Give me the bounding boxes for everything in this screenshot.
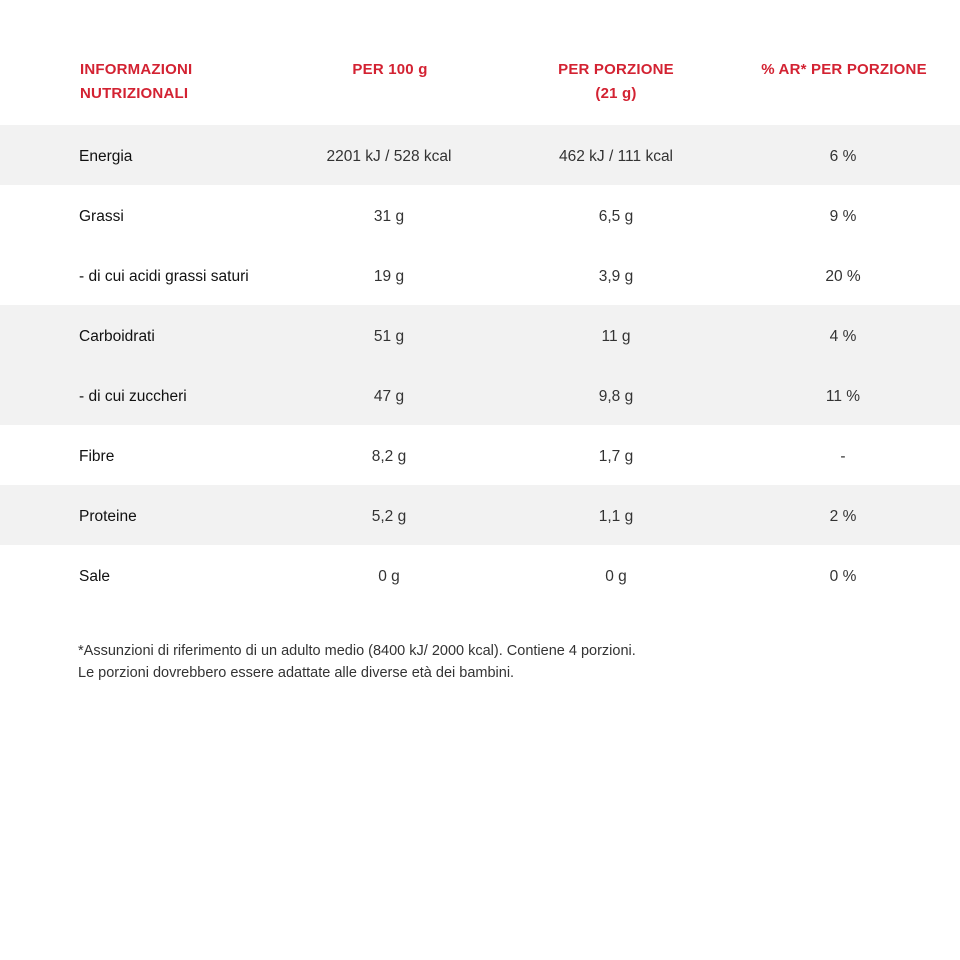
value-ar: 0 % [829,568,857,585]
value-per-100g: 8,2 g [371,448,407,465]
footnote [78,640,898,684]
nutrition-table [0,125,960,605]
value-per-portion: 0 g [605,568,627,585]
row-label: - di cui acidi grassi saturi [79,268,249,285]
value-per-portion: 9,8 g [598,388,634,405]
value-per-portion: 1,7 g [598,448,634,465]
value-ar: 6 % [829,148,857,165]
table-row [0,125,960,185]
value-per-portion: 462 kJ / 111 kcal [558,148,674,165]
value-per-portion: 1,1 g [598,508,634,525]
value-ar: 4 % [829,328,857,345]
footnote-line: *Assunzioni di riferimento di un adulto medio (8400 kJ/ 2000 kcal). Contiene 4 porzioni. [78,643,636,659]
value-ar: 20 % [825,268,861,285]
value-per-portion: 3,9 g [598,268,634,285]
table-header [0,58,960,124]
value-ar: 2 % [829,508,857,525]
table-row [0,425,960,485]
header-per-100g: PER 100 g [352,61,428,78]
row-label: - di cui zuccheri [79,388,187,405]
table-row [0,545,960,605]
value-per-100g: 5,2 g [371,508,407,525]
row-label: Sale [79,568,111,585]
footnote-line: Le porzioni dovrebbero essere adattate alle diverse età dei bambini. [78,665,515,681]
table-row [0,245,960,305]
header-per-portion: PER PORZIONE (21 g) [558,61,674,102]
value-per-100g: 51 g [373,328,405,345]
header-ar-per-portion: % AR* PER PORZIONE [761,61,927,78]
row-label: Fibre [79,448,115,465]
value-per-100g: 47 g [373,388,405,405]
value-per-100g: 31 g [373,208,405,225]
table-row [0,185,960,245]
table-row [0,305,960,365]
value-per-100g: 0 g [378,568,400,585]
value-per-100g: 2201 kJ / 528 kcal [326,148,452,165]
row-label: Grassi [79,208,124,225]
value-per-portion: 6,5 g [598,208,634,225]
value-per-100g: 19 g [373,268,405,285]
value-ar: 9 % [829,208,857,225]
row-label: Carboidrati [79,328,155,345]
row-label: Energia [79,148,133,165]
value-ar: 11 % [825,388,861,405]
table-row [0,365,960,425]
table-row [0,485,960,545]
row-label: Proteine [79,508,137,525]
value-per-portion: 11 g [601,328,631,345]
value-ar: - [840,448,846,465]
header-nutrition-info: INFORMAZIONI NUTRIZIONALI [80,61,193,102]
